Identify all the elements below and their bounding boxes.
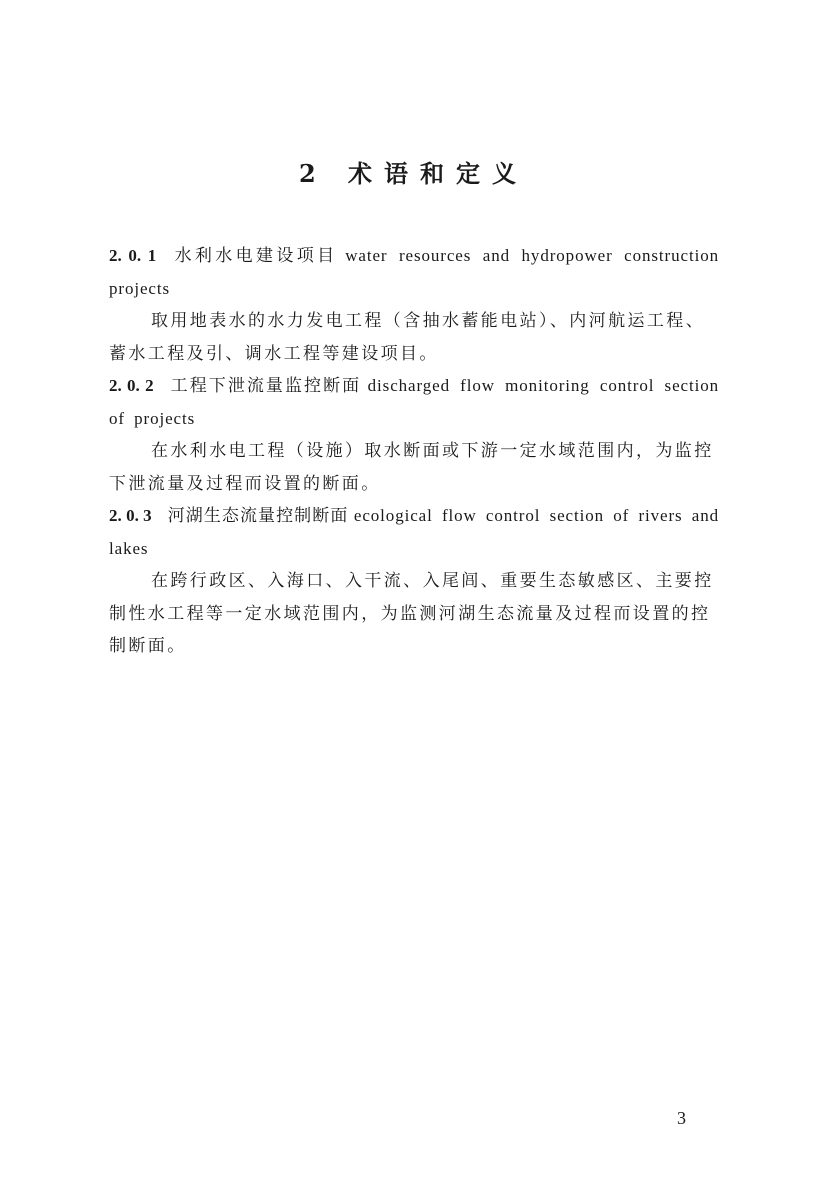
term-name-zh: 水利水电建设项目: [172, 246, 338, 266]
term-number: 2. 0. 1: [109, 246, 157, 265]
section-title: 2 术语和定义: [298, 159, 529, 188]
term-name-en: water resources and hydropower construction projects: [109, 246, 720, 298]
term-number: 2. 0. 3: [109, 506, 152, 525]
term-name-en: discharged flow monitoring control section of projects: [109, 376, 720, 428]
term-entry-2-0-3: [109, 500, 719, 663]
page-number: 3: [677, 1108, 686, 1128]
term-entry-2-0-2: [109, 370, 719, 500]
term-name-zh: 河湖生态流量控制断面: [167, 506, 349, 526]
terms-list: [109, 240, 719, 663]
term-name-zh: 工程下泄流量监控断面: [169, 376, 362, 396]
term-definition: 在水利水电工程（设施）取水断面或下游一定水域范围内，为监控下泄流量及过程而设置的断面。: [109, 441, 714, 494]
term-definition: 取用地表水的水力发电工程（含抽水蓄能电站）、内河航运工程、蓄水工程及引、调水工程等建设项目。: [109, 311, 706, 364]
term-definition: 在跨行政区、入海口、入干流、入尾闾、重要生态敏感区、主要控制性水工程等一定水域范围内，为监测河湖生态流量及过程而设置的控制断面。: [109, 571, 714, 656]
term-name-en: ecological flow control section of rivers and lakes: [109, 506, 720, 558]
term-heading: [109, 370, 719, 435]
term-heading: [109, 240, 719, 305]
term-entry-2-0-1: [109, 240, 719, 370]
term-number: 2. 0. 2: [109, 376, 154, 395]
term-heading: [109, 500, 719, 565]
